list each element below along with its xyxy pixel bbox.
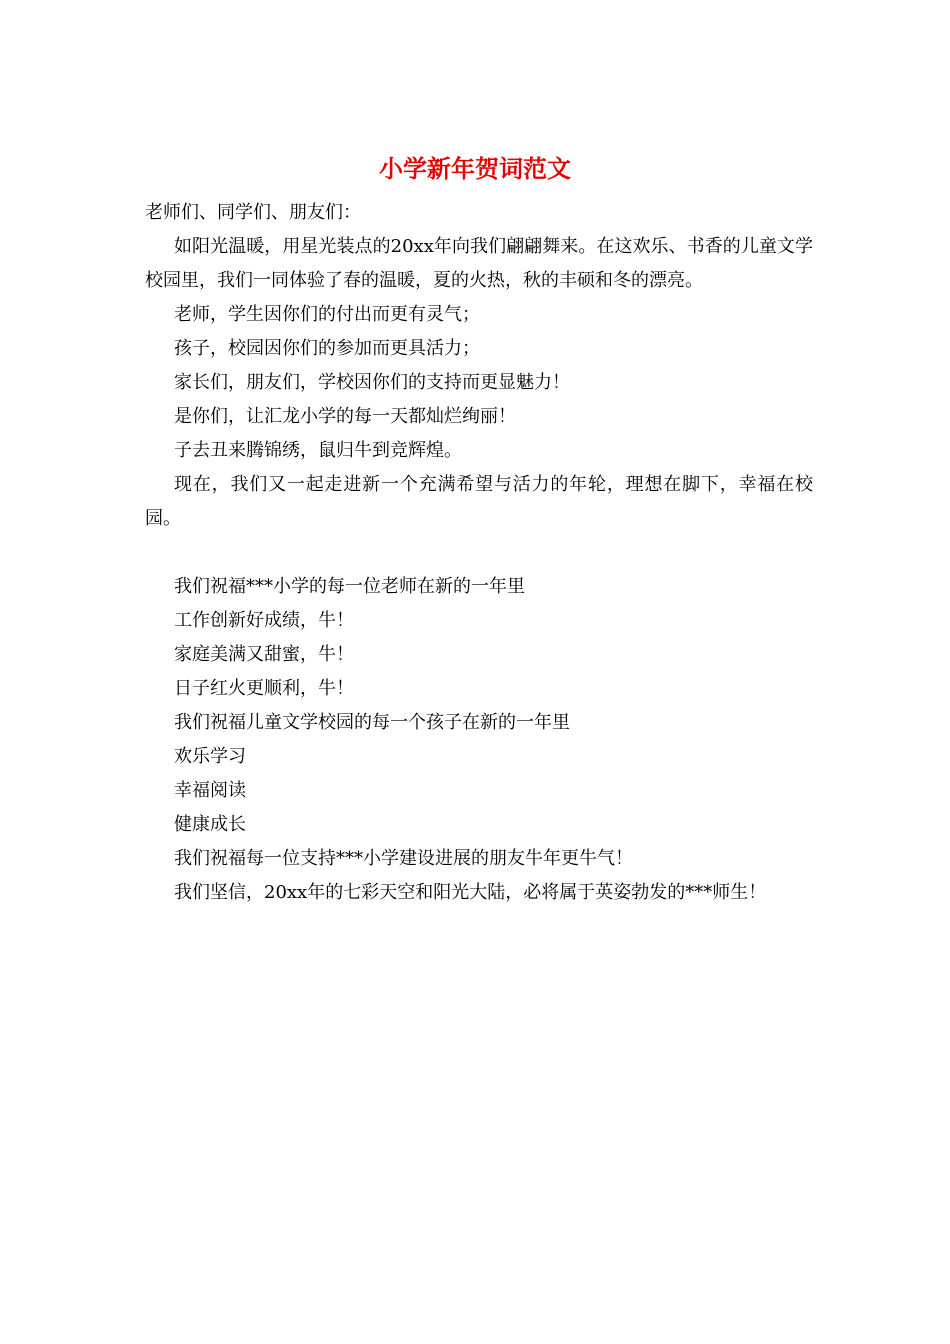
wish-line: 我们祝福***小学的每一位老师在新的一年里	[174, 576, 525, 597]
document-body	[145, 196, 813, 910]
paragraph: 是你们，让汇龙小学的每一天都灿烂绚丽！	[174, 406, 516, 427]
greeting-line: 老师们、同学们、朋友们：	[145, 202, 361, 223]
paragraph: 孩子，校园因你们的参加而更具活力；	[174, 338, 480, 359]
blank-line	[145, 536, 813, 570]
paragraph: 家长们，朋友们，学校因你们的支持而更显魅力！	[174, 372, 570, 393]
wish-line: 幸福阅读	[174, 780, 246, 801]
wish-line: 欢乐学习	[174, 746, 246, 767]
wish-line: 日子红火更顺利，牛！	[174, 678, 354, 699]
paragraph: 如阳光温暖，用星光装点的20xx年向我们翩翩舞来。在这欢乐、书香的儿童文学校园里，我们一同体验了春的温暖，夏的火热，秋的丰硕和冬的漂亮。	[145, 236, 813, 291]
wish-line: 工作创新好成绩，牛！	[174, 610, 354, 631]
document-title: 小学新年贺词范文	[379, 154, 571, 183]
wish-line: 我们祝福每一位支持***小学建设进展的朋友牛年更牛气！	[174, 848, 633, 869]
wish-line: 健康成长	[174, 814, 246, 835]
paragraph: 老师，学生因你们的付出而更有灵气；	[174, 304, 480, 325]
wish-line: 家庭美满又甜蜜，牛！	[174, 644, 354, 665]
paragraph: 子去丑来腾锦绣，鼠归牛到竞辉煌。	[174, 440, 462, 461]
wish-line: 我们坚信，20xx年的七彩天空和阳光大陆，必将属于英姿勃发的***师生！	[174, 882, 767, 903]
paragraph: 现在，我们又一起走进新一个充满希望与活力的年轮，理想在脚下，幸福在校园。	[145, 474, 813, 529]
wish-line: 我们祝福儿童文学校园的每一个孩子在新的一年里	[174, 712, 570, 733]
